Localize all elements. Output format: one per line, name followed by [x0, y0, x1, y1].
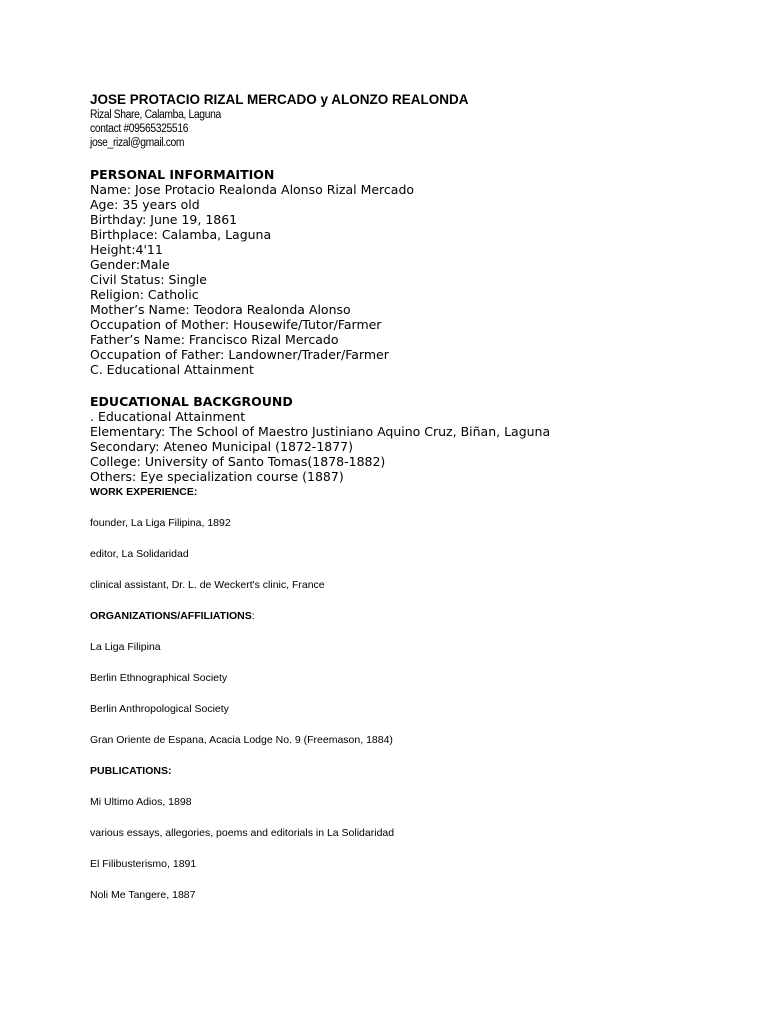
address-line: Rizal Share, Calamba, Laguna	[90, 109, 221, 121]
personal-info-heading: PERSONAL INFORMAITION	[90, 167, 275, 182]
work-item: founder, La Liga Filipina, 1892	[90, 517, 231, 529]
personal-info-line: C. Educational Attainment	[90, 362, 254, 377]
education-line: College: University of Santo Tomas(1878-1882)	[90, 454, 386, 469]
organization-item: La Liga Filipina	[90, 641, 161, 653]
work-item: clinical assistant, Dr. L. de Weckert's clinic, France	[90, 579, 325, 591]
personal-info-line: Religion: Catholic	[90, 287, 199, 302]
personal-info-line: Father’s Name: Francisco Rizal Mercado	[90, 332, 339, 347]
education-line: Elementary: The School of Maestro Justiniano Aquino Cruz, Biñan, Laguna	[90, 424, 551, 439]
publication-item: El Filibusterismo, 1891	[90, 858, 197, 870]
publication-item: Noli Me Tangere, 1887	[90, 889, 196, 901]
personal-info-line: Birthday: June 19, 1861	[90, 212, 238, 227]
publication-item: various essays, allegories, poems and editorials in La Solidaridad	[90, 827, 395, 839]
education-heading: EDUCATIONAL BACKGROUND	[90, 394, 293, 409]
publications-heading: PUBLICATIONS:	[90, 765, 172, 777]
organization-item: Gran Oriente de Espana, Acacia Lodge No. 9 (Freemason, 1884)	[90, 734, 393, 746]
contact-number-line: contact #09565325516	[90, 123, 189, 135]
organizations-heading	[90, 609, 730, 624]
personal-info-line: Occupation of Father: Landowner/Trader/Farmer	[90, 347, 389, 362]
personal-info-line: Gender:Male	[90, 257, 170, 272]
personal-info-line: Mother’s Name: Teodora Realonda Alonso	[90, 302, 351, 317]
personal-info-line: Age: 35 years old	[90, 197, 200, 212]
work-item: editor, La Solidaridad	[90, 548, 189, 560]
personal-info-line: Name: Jose Protacio Realonda Alonso Rizal Mercado	[90, 182, 415, 197]
organizations-heading-colon: :	[251, 610, 255, 622]
email-line: jose_rizal@gmail.com	[90, 137, 185, 149]
personal-info-line: Height:4'11	[90, 242, 163, 257]
personal-info-line: Birthplace: Calamba, Laguna	[90, 227, 272, 242]
work-experience-heading: WORK EXPERIENCE:	[90, 486, 198, 498]
resume-page	[90, 92, 730, 903]
organization-item: Berlin Ethnographical Society	[90, 672, 228, 684]
organization-item: Berlin Anthropological Society	[90, 703, 229, 715]
personal-info-line: Civil Status: Single	[90, 272, 207, 287]
education-line: Others: Eye specialization course (1887)	[90, 469, 344, 484]
education-line: Secondary: Ateneo Municipal (1872-1877)	[90, 439, 354, 454]
publication-item: Mi Ultimo Adios, 1898	[90, 796, 192, 808]
resume-name-title: JOSE PROTACIO RIZAL MERCADO y ALONZO REALONDA	[90, 92, 469, 107]
education-line: . Educational Attainment	[90, 409, 246, 424]
personal-info-line: Occupation of Mother: Housewife/Tutor/Farmer	[90, 317, 382, 332]
organizations-heading-text: ORGANIZATIONS/AFFILIATIONS	[90, 610, 252, 622]
